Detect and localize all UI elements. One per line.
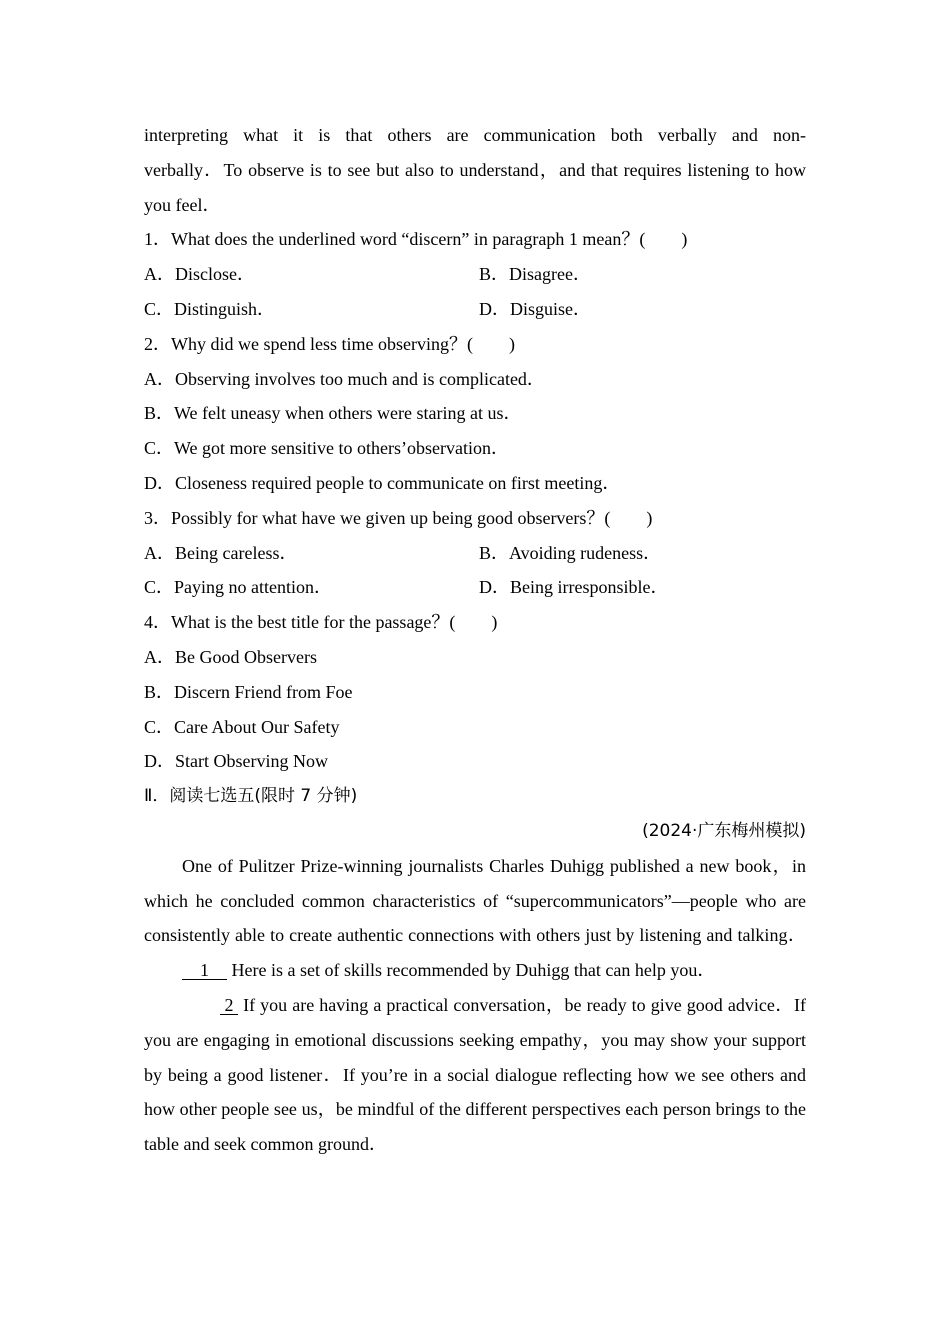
passage-top-rest: verbally．To observe is to see but also to understand，and that requires listening to how you feel． [144, 159, 806, 215]
section-2-source: (2024·广东梅州模拟) [642, 820, 806, 841]
question-2-stem: 2．Why did we spend less time observing？( ) [144, 333, 515, 354]
question-3-option-a: A．Being careless． [144, 542, 298, 563]
question-1-option-b: B．Disagree． [479, 264, 591, 285]
blank-1: 1 [182, 960, 227, 981]
question-3-option-d: D．Being irresponsible． [479, 577, 669, 598]
question-3-stem: 3．Possibly for what have we given up being good observers？( ) [144, 507, 653, 528]
paragraph-2-text: If you are having a practical conversation，be ready to give good advice．If you are engaging in emotional discussions seeking empathy，you may show your support by being a good listener．If you’re in a social dialogue reflecting how we see others and how other people see us，be mindful of the different perspectives each person brings to the table and seek common ground． [144, 994, 806, 1155]
question-2-option-d: D．Closeness required people to communicate on first meeting． [144, 472, 621, 493]
question-1-options-row-2 [144, 292, 806, 327]
question-2-option-b: B．We felt uneasy when others were staring at us． [144, 403, 522, 424]
question-4-option-d: D．Start Observing Now [144, 751, 328, 772]
question-1-option-c: C．Distinguish． [144, 298, 276, 319]
paragraph-1-after: Here is a set of skills recommended by Duhigg that can help you． [227, 960, 716, 981]
question-3-options-row-1 [144, 536, 806, 571]
question-1-option-d: D．Disguise． [479, 298, 591, 319]
question-4-option-b: B．Discern Friend from Foe [144, 681, 353, 702]
passage-paragraph-2 [144, 988, 806, 1162]
question-3-options-row-2 [144, 570, 806, 605]
question-2-option-a: A．Observing involves too much and is complicated． [144, 368, 545, 389]
question-3-option-b: B．Avoiding rudeness． [479, 542, 662, 563]
question-3-option-c: C．Paying no attention． [144, 577, 332, 598]
document-page [144, 118, 806, 1162]
passage-paragraph-1 [144, 849, 806, 988]
question-4-stem: 4．What is the best title for the passage？( ) [144, 612, 498, 633]
question-1-options-row-1 [144, 257, 806, 292]
section-2-title: Ⅱ．阅读七选五(限时 7 分钟) [144, 786, 358, 807]
paragraph-1-text: One of Pulitzer Prize-winning journalists Charles Duhigg published a new book，in which he concluded common characteristics of “supercommunicators”—people who are consistently able to create authentic connections with others just by listening and talking． [144, 855, 806, 946]
question-1-stem: 1．What does the underlined word “discern” in paragraph 1 mean？( ) [144, 229, 688, 250]
passage-top-line1: interpreting what it is that others are communication both verbally and non- [144, 125, 806, 145]
question-4-option-a: A．Be Good Observers [144, 646, 317, 667]
question-1-option-a: A．Disclose． [144, 264, 255, 285]
blank-2: 2 [220, 994, 238, 1015]
question-2-option-c: C．We got more sensitive to others’observation． [144, 438, 509, 459]
question-4-option-c: C．Care About Our Safety [144, 716, 340, 737]
